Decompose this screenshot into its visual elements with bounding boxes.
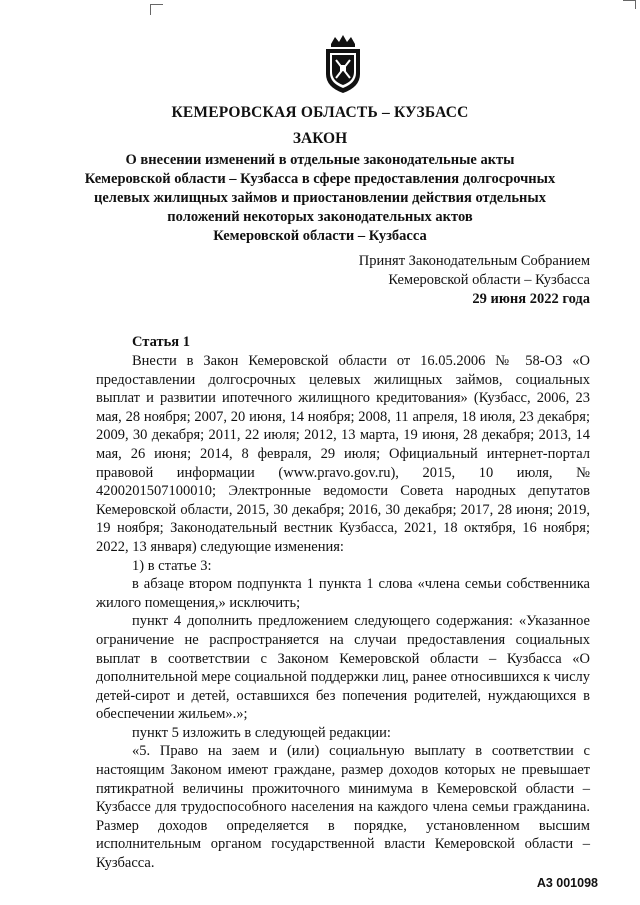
scan-corner-mark-left (150, 4, 163, 15)
adoption-line: Принят Законодательным Собранием (358, 253, 590, 269)
article-paragraph: «5. Право на заем и (или) социальную выплату в соответствии с настоящим Законом имеют граждане, размер доходов которых не превышает пятикратной величины прожиточного минимума в Кемеровской области – Кузбассе для трудоспособного населения на каждого члена семьи гражданина. Размер доходов определяется в порядке, установленном высшим исполнительным органом государственной власти Кемеровской области – Кузбасса. (96, 743, 590, 872)
law-title-line: Кемеровской области – Кузбасса (213, 228, 427, 244)
scan-corner-mark-right (623, 0, 636, 9)
law-title-line: Кемеровской области – Кузбасса в сфере предоставления долгосрочных (84, 171, 556, 187)
article-heading: Статья 1 (132, 334, 190, 350)
article-paragraph: 1) в статье 3: (132, 557, 212, 574)
adoption-line: Кемеровской области – Кузбасса (388, 272, 590, 288)
document-header (0, 104, 640, 246)
article-paragraph: Внести в Закон Кемеровской области от 16.05.2006 № 58-ОЗ «О предоставлении долгосрочных целевых жилищных займов, социальных выплат и развитии ипотечного жилищного кредитования» (Кузбасс, 2006, 23 мая, 28 ноября; 2007, 20 июня, 14 ноября; 2008, 11 апреля, 18 июля, 23 декабря; 2009, 30 декабря; 2011, 22 июля; 2012, 13 марта, 19 июня, 28 декабря; 2013, 14 мая, 26 июня; 2014, 8 февраля, 29 июля; Официальный интернет-портал правовой информации (www.pravo.gov.ru), 2015, 10 июля, № 4200201507100010; Электронные ведомости Совета народных депутатов Кемеровской области, 2015, 30 декабря; 2016, 30 декабря; 2017, 28 июня; 2019, 19 ноября; Законодательный вестник Кузбасса, 2021, 18 октября, 16 ноября; 2022, 13 января) следующие изменения: (96, 353, 590, 555)
adoption-block (359, 252, 590, 309)
article-paragraph: пункт 4 дополнить предложением следующего содержания: «Указанное ограничение не распространяется на случаи предоставления социальных выплат в соответствии с Законом Кемеровской области – Кузбасса «О дополнительной мере социальной поддержки лиц, ранее относившихся к числу детей-сирот и детей, оставшихся без попечения родителей, нуждающихся в обеспечении жильем».»; (96, 613, 590, 723)
region-title: КЕМЕРОВСКАЯ ОБЛАСТЬ – КУЗБАСС (171, 104, 469, 121)
document-type: ЗАКОН (292, 130, 348, 147)
law-title-line: О внесении изменений в отдельные законодательные акты (125, 152, 515, 168)
article-body (96, 352, 590, 873)
law-title-line: целевых жилищных займов и приостановлении действия отдельных (94, 190, 546, 206)
article-paragraph: в абзаце втором подпункта 1 пункта 1 слова «члена семьи собственника жилого помещения,» исключить; (96, 576, 590, 611)
law-title-line: положений некоторых законодательных актов (167, 209, 473, 225)
form-serial-number: А3 001098 (536, 876, 598, 890)
law-title (0, 151, 640, 246)
coat-of-arms-icon (322, 34, 364, 94)
adoption-date: 29 июня 2022 года (472, 291, 590, 307)
article-paragraph: пункт 5 изложить в следующей редакции: (132, 724, 391, 741)
